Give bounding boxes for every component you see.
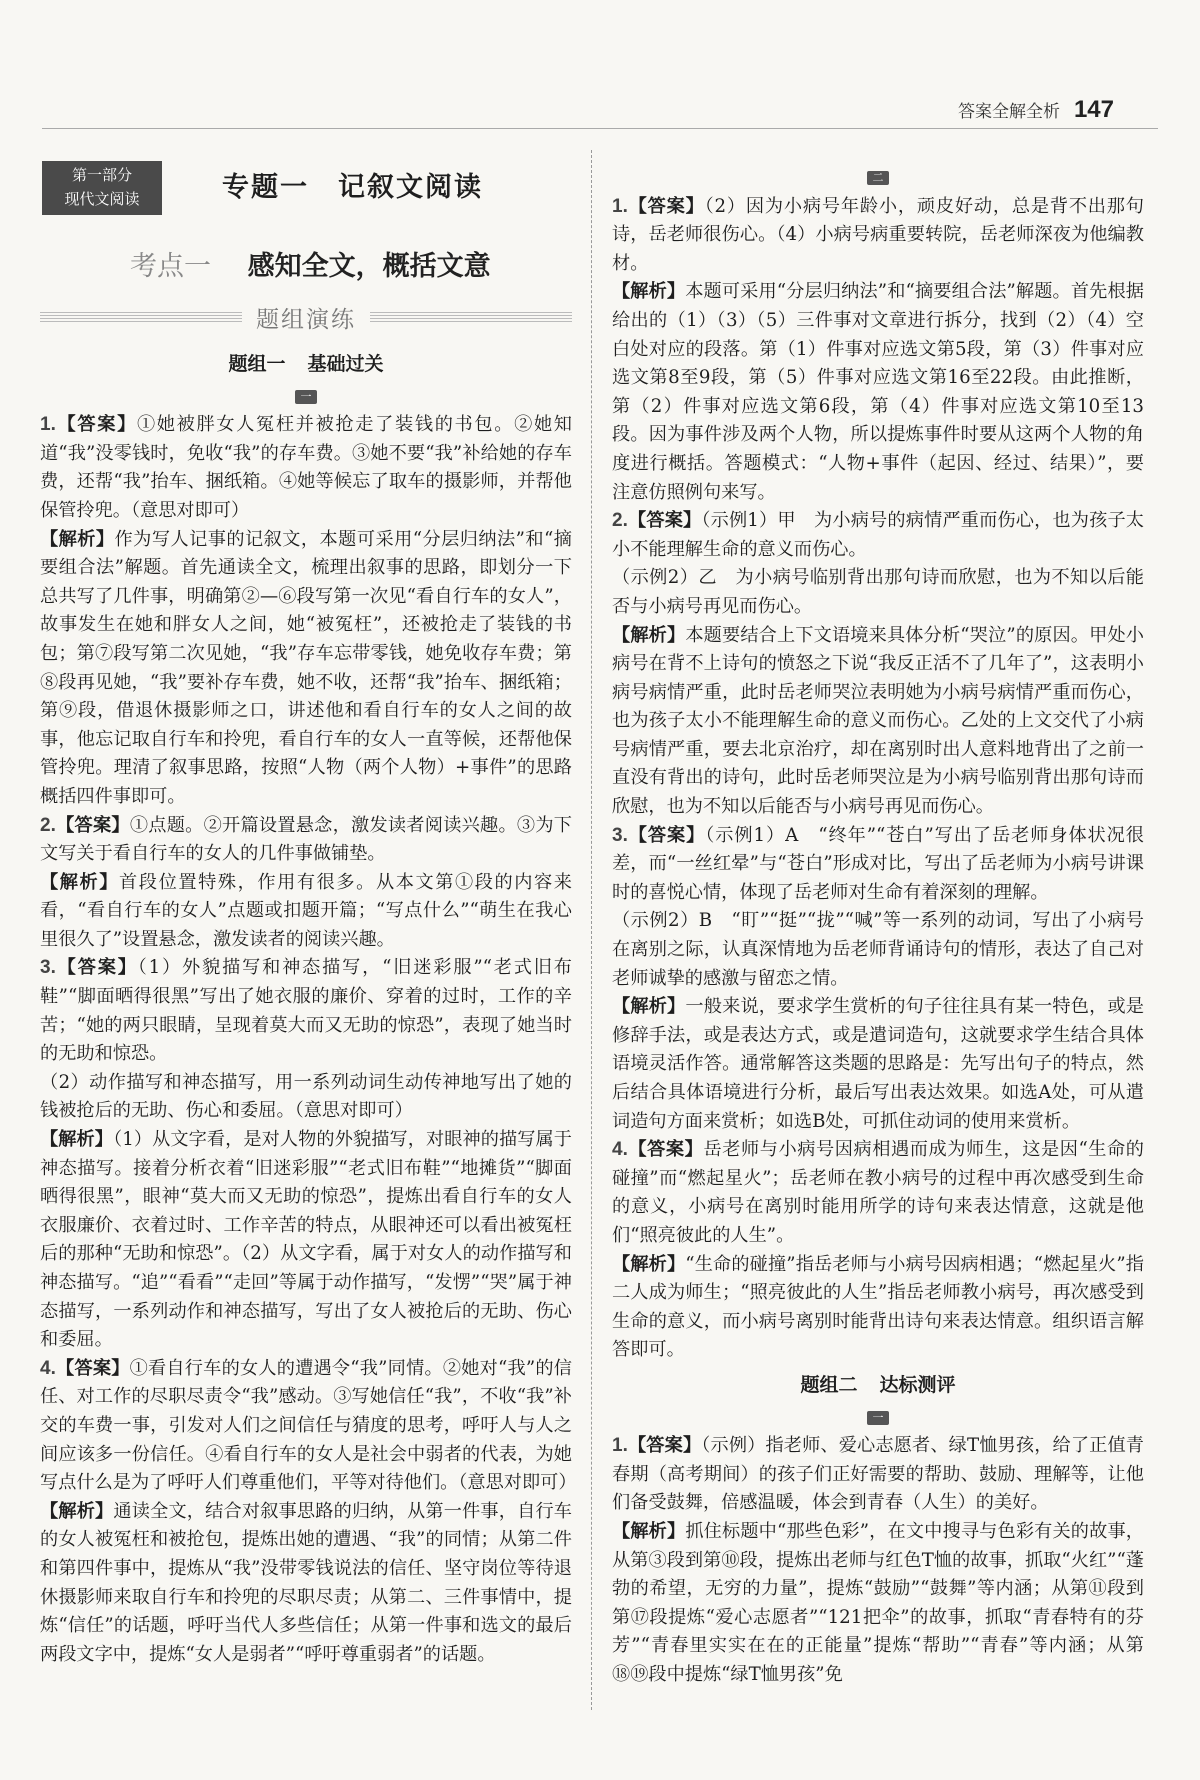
- answer-tag: 【答案】: [627, 1435, 702, 1457]
- answer-text: （示例1）A “终年”“苍白”写出了岳老师身体状况很差，而“一丝红晕”与“苍白”形成对比，写出了岳老师为小病号讲课时的喜悦心情，体现了岳老师对生命有着深刻的理解。: [612, 824, 1144, 903]
- answer-tag: 【答案】: [627, 195, 705, 217]
- explanation-tag: 【解析】: [612, 281, 686, 303]
- explanation-paragraph: [40, 1126, 572, 1355]
- level-badge: 一: [295, 390, 317, 404]
- question-number: 1.: [612, 195, 628, 217]
- answer-paragraph-2: （示例2）乙 为小病号临别背出那句诗而欣慰，也为不知以后能否与小病号再见而伤心。: [612, 567, 1144, 617]
- answer-paragraph: [612, 1136, 1144, 1250]
- answer-paragraph-2: （2）动作描写和神态描写，用一系列动词生动传神地写出了她的钱被抢后的无助、伤心和委屈。（意思对即可）: [40, 1071, 572, 1122]
- answer-paragraph: [40, 812, 572, 869]
- answer-tag: 【答案】: [55, 957, 138, 979]
- answer-paragraph: [40, 411, 572, 525]
- level-badge: 一: [867, 1411, 889, 1425]
- practice-banner: [40, 300, 572, 334]
- question-item: [612, 1136, 1144, 1365]
- explanation-paragraph: [612, 993, 1144, 1136]
- banner-text: 题组演练: [256, 306, 356, 333]
- answer-paragraph: [612, 1432, 1144, 1518]
- answer-paragraph: [40, 954, 572, 1068]
- group1-level-badge: [40, 381, 572, 410]
- right-column: [612, 160, 1144, 1689]
- part-tag-line1: 第一部分: [71, 166, 132, 184]
- explanation-text: “生命的碰撞”指岳老师与小病号因病相遇；“燃起星火”指二人成为师生；“照亮彼此的人生”指岳老师教小病号，再次感受到生命的意义，而小病号离别时能背出诗句来表达情意。组织语言解答即可。: [612, 1253, 1144, 1361]
- part-tag-line2: 现代文阅读: [64, 190, 140, 208]
- answer-text: 岳老师与小病号因病相遇而成为师生，这是因“生命的碰撞”而“燃起星火”；岳老师在教小病号的过程中再次感受到生命的意义，小病号在离别时能用所学的诗句来表达情意，这就是他们“照亮彼此的人生”。: [612, 1139, 1144, 1246]
- explanation-text: 作为写人记事的记叙文，本题可采用“分层归纳法”和“摘要组合法”解题。首先通读全文，梳理出叙事的思路，即划分一下总共写了几件事，明确第②—⑥段写第一次见“看自行车的女人”，故事发生在她和胖女人之间，她“被冤枉”，还被抢走了装钱的书包；第⑦段写第二次见她，“我”存车忘带零钱，她免收存车费；第⑧段再见她，“我”要补存车费，她不收，还帮“我”抬车、捆纸箱；第⑨段，借退休摄影师之口，讲述他和看自行车的女人之间的故事，他忘记取自行车和拎兜，看自行车的女人一直等候，还帮他保管拎兜。理清了叙事思路，按照“人物（两个人物）+事件”的思路概括四件事即可。: [40, 528, 572, 807]
- explanation-tag: 【解析】: [612, 624, 686, 646]
- level-badge: 二: [867, 171, 889, 185]
- answer-tag: 【答案】: [55, 414, 137, 436]
- explanation-paragraph: [612, 278, 1144, 507]
- question-number: 3.: [612, 824, 628, 846]
- explanation-text: （1）从文字看，是对人物的外貌描写，对眼神的描写属于神态描写。接着分析衣着“旧迷彩服”“老式旧布鞋”“地摊货”“脚面晒得很黑”，眼神“莫大而又无助的惊恐”，提炼出看自行车的女人衣服廉价、衣着过时、工作辛苦的特点，从眼神还可以看出被冤枉后的那种“无助和惊恐”。（2）从文字看，属于对女人的动作描写和神态描写。“追”“看看”“走回”等属于动作描写，“发愣”“哭”属于神态描写，一系列动作和神态描写，写出了女人被抢后的无助、伤心和委屈。: [40, 1129, 572, 1351]
- question-number: 2.: [40, 814, 56, 836]
- answer-tag: 【答案】: [627, 824, 706, 846]
- question-item: [612, 822, 1144, 1137]
- explanation-paragraph: [612, 1251, 1144, 1365]
- answer-tag: 【答案】: [627, 510, 702, 532]
- answer-text: （1）外貌描写和神态描写，“旧迷彩服”“老式旧布鞋”“脚面晒得很黑”写出了她衣服的廉价、穿着的过时，工作的辛苦；“她的两只眼睛，呈现着莫大而又无助的惊恐”，表现了她当时的无助和惊恐。: [40, 957, 572, 1065]
- kaodian-title: 感知全文，概括文意: [247, 251, 491, 282]
- answer-paragraph: [612, 193, 1144, 279]
- page-header: [958, 96, 1114, 124]
- explanation-tag: 【解析】: [612, 1253, 686, 1275]
- banner-bar-right: [370, 312, 572, 322]
- part-tag: [42, 161, 162, 215]
- group1-subtitle: 基础过关: [307, 353, 384, 375]
- explanation-tag: 【解析】: [612, 1520, 686, 1542]
- question-number: 1.: [612, 1435, 628, 1457]
- question-number: 4.: [612, 1139, 628, 1161]
- explanation-paragraph: [40, 1498, 572, 1670]
- question-number: 2.: [612, 510, 628, 532]
- explanation-paragraph: [40, 526, 572, 812]
- answer-paragraph: [40, 1355, 577, 1498]
- explanation-tag: 【解析】: [40, 871, 120, 893]
- question-item: [40, 954, 572, 1354]
- explanation-text: 本题要结合上下文语境来具体分析“哭泣”的原因。甲处小病号在背不上诗句的愤怒之下说“我反正活不了几年了”，这表明小病号病情严重，此时岳老师哭泣表明她为小病号病情严重而伤心，也为孩子太小不能理解生命的意义而伤心。乙处的上文交代了小病号病情严重，要去北京治疗，却在离别时出人意料地背出了之前一直没有背出的诗句，此时岳老师哭泣是为小病号临别背出那句诗而欣慰，也为不知以后能否与小病号再见而伤心。: [612, 624, 1144, 818]
- explanation-text: 通读全文，结合对叙事思路的归纳，从第一件事，自行车的女人被冤枉和被抢包，提炼出她的遭遇、“我”的同情；从第二件和第四件事中，提炼从“我”没带零钱说法的信任、坚守岗位等待退休摄影师来取自行车和拎兜的尽职尽责；从第二、三件事情中，提炼“信任”的话题，呼吁当代人多些信任；从第一件事和选文的最后两段文字中，提炼“女人是弱者”“呼吁尊重弱者”的话题。: [40, 1500, 572, 1665]
- question-item: [612, 193, 1144, 508]
- explanation-paragraph: [612, 622, 1144, 822]
- explanation-text: 一般来说，要求学生赏析的句子往往具有某一特色，或是修辞手法，或是表达方式，或是遣词造句，这就要求学生结合具体语境灵活作答。通常解答这类题的思路是：先写出句子的特点，然后结合具体语境进行分析，最后写出表达效果。如选A处，可从遣词造句方面来赏析；如选B处，可抓住动词的使用来赏析。: [612, 996, 1144, 1132]
- answer-tag: 【答案】: [55, 814, 130, 836]
- group1-title: [40, 350, 572, 379]
- answer-paragraph: [612, 822, 1144, 908]
- answer-text: （示例）指老师、爱心志愿者、绿T恤男孩，给了正值青春期（高考期间）的孩子们正好需要的帮助、鼓励、理解等，让他们备受鼓舞，倍感温暖，体会到青春（人生）的美好。: [612, 1435, 1144, 1514]
- explanation-tag: 【解析】: [612, 996, 686, 1018]
- explanation-tag: 【解析】: [40, 1129, 114, 1151]
- level2-badge: [612, 162, 1144, 191]
- group1-name: 题组一: [228, 353, 286, 375]
- topic-title: 专题一 记叙文阅读: [222, 172, 483, 203]
- explanation-paragraph: [612, 1518, 1144, 1690]
- explanation-tag: 【解析】: [40, 528, 115, 550]
- question-item: [40, 411, 572, 811]
- answer-paragraph-2: （示例2）B “盯”“挺”“拢”“喊”等一系列的动词，写出了小病号在离别之际，认真深情地为岳老师背诵诗句的情形，表达了自己对老师诚挚的感激与留恋之情。: [612, 910, 1144, 989]
- left-column: [40, 350, 577, 1669]
- answer-text: （示例1）甲 为小病号的病情严重而伤心，也为孩子太小不能理解生命的意义而伤心。: [612, 510, 1144, 560]
- explanation-paragraph: [40, 869, 572, 955]
- kaodian-label: 考点一: [130, 251, 211, 282]
- group2-subtitle: 达标测评: [879, 1373, 956, 1396]
- explanation-tag: 【解析】: [40, 1500, 114, 1522]
- question-item: [40, 812, 572, 955]
- page-number: 147: [1073, 96, 1114, 123]
- group2-name: 题组二: [800, 1373, 858, 1396]
- question-number: 3.: [40, 957, 56, 979]
- answer-paragraph: [612, 507, 1144, 564]
- kaodian-heading: [130, 244, 491, 283]
- question-item: [40, 1355, 577, 1670]
- explanation-text: 首段位置特殊，作用有很多。从本文第①段的内容来看，“看自行车的女人”点题或扣题开篇；“写点什么”“萌生在我心里很久了”设置悬念，激发读者的阅读兴趣。: [40, 871, 572, 950]
- answer-text: （2）因为小病号年龄小，顽皮好动，总是背不出那句诗，岳老师很伤心。（4）小病号病重要转院，岳老师深夜为他编教材。: [612, 195, 1144, 274]
- banner-bar-left: [40, 312, 242, 322]
- column-divider: [591, 150, 592, 1710]
- answer-text: ①看自行车的女人的遭遇令“我”同情。②她对“我”的信任、对工作的尽职尽责令“我”感动。③写她信任“我”，不收“我”补交的车费一事，引发对人们之间信任与猜度的思考，呼吁人与人之间应该多一份信任。④看自行车的女人是社会中弱者的代表，为她写点什么是为了呼吁人们尊重他们，平等对待他们。（意思对即可）: [40, 1357, 577, 1494]
- answer-text: ①点题。②开篇设置悬念，激发读者阅读兴趣。③为下文写关于看自行车的女人的几件事做铺垫。: [40, 814, 572, 865]
- question-number: 1.: [40, 414, 56, 436]
- explanation-text: 抓住标题中“那些色彩”，在文中搜寻与色彩有关的故事，从第③段到第⑩段，提炼出老师与红色T恤的故事，抓取“火红”“蓬勃的希望，无穷的力量”，提炼“鼓励”“鼓舞”等内涵；从第⑪段到第⑰段提炼“爱心志愿者”“121把伞”的故事，抓取“青春特有的芬芳”“青春里实实在在的正能量”提炼“帮助”“青春”等内涵；从第⑱⑲段中提炼“绿T恤男孩”免: [612, 1520, 1144, 1685]
- answer-text: ①她被胖女人冤枉并被抢走了装钱的书包。②她知道“我”没零钱时，免收“我”的存车费。③她不要“我”补给她的存车费，还帮“我”抬车、捆纸箱。④她等候忘了取车的摄影师，并帮他保管拎兜。（意思对即可）: [40, 414, 572, 521]
- answer-tag: 【答案】: [55, 1357, 130, 1379]
- question-number: 4.: [40, 1357, 56, 1379]
- explanation-text: 本题可采用“分层归纳法”和“摘要组合法”解题。首先根据给出的（1）（3）（5）三件事对文章进行拆分，找到（2）（4）空白处对应的段落。第（1）件事对应选文第5段，第（3）件事对应选文第8至9段，第（5）件事对应选文第16至22段。由此推断，第（2）件事对应选文第6段，第（4）件事对应选文第10至13段。因为事件涉及两个人物，所以提炼事件时要从这两个人物的角度进行概括。答题模式：“人物+事件（起因、经过、结果）”，要注意仿照例句来写。: [612, 281, 1144, 503]
- group2-level-badge: [612, 1402, 1144, 1431]
- group2-title: [612, 1371, 1144, 1400]
- header-label: 答案全解全析: [957, 102, 1060, 122]
- question-item: [612, 507, 1144, 822]
- question-item: [612, 1432, 1144, 1689]
- header-rule: [42, 128, 1158, 129]
- answer-tag: 【答案】: [627, 1139, 704, 1161]
